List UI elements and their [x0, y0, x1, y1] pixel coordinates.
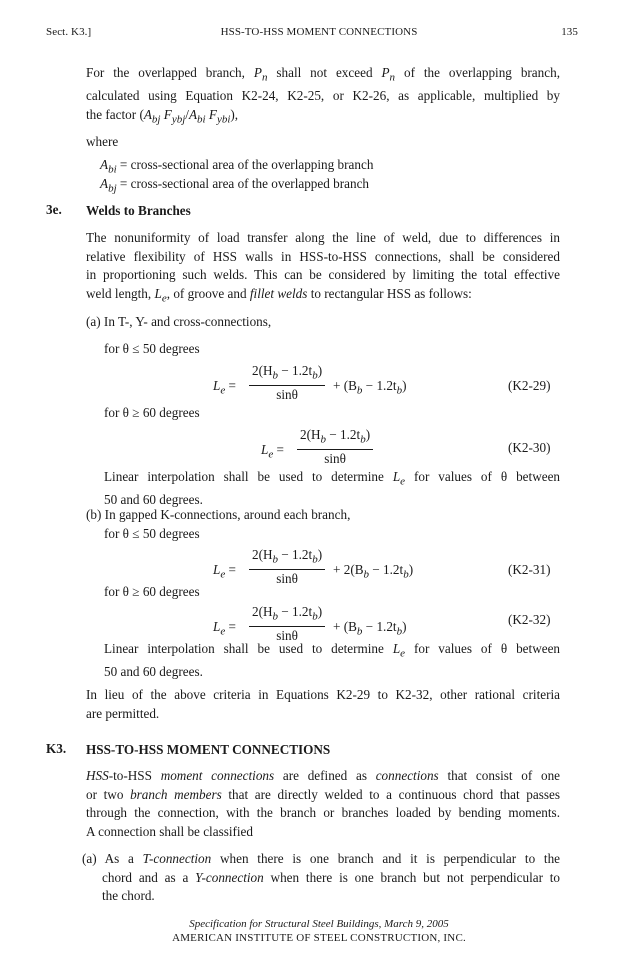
eq-fraction: $\frac{2(H_b - 1.2t_b)}{\sin\theta}$ — [249, 362, 325, 404]
section-3e-title: Welds to Branches — [86, 203, 191, 218]
welds-paragraph: The nonuniformity of load transfer along the line of weld, due to differences in relative flexibility of HSS walls in HSS-to-HSS connections, shall be considered in proportioning such welds. This can be considered by limiting the total effective weld length, $L_e$, of groove and fillet welds to rectangular HSS as follows: — [86, 229, 560, 308]
header-section-ref: Sect. K3.] — [46, 26, 92, 38]
equation-k2-30: $L_e$ = $\frac{2(H_b - 1.2t_b)}{\sin\theta}$ — [261, 426, 401, 468]
condition-theta-le-50-b: for θ ≤ 50 degrees — [104, 526, 200, 541]
eq-rest: + $(B_b - 1.2t_b)$ — [333, 378, 407, 397]
footer-publisher: AMERICAN INSTITUTE OF STEEL CONSTRUCTION, INC. — [172, 932, 466, 944]
overlap-line-2: calculated using Equation K2-24, K2-25, or K2-26, as applicable, multiplied by — [86, 88, 560, 104]
equation-k2-29 — [213, 362, 453, 404]
section-3e-number: 3e. — [46, 202, 62, 217]
k3-item-a: (a) As a T-connection when there is one branch and it is perpendicular to the chord and as a Y-connection when there is one branch but not perpendicular to the chord. — [82, 851, 561, 903]
definition-abi: $A_{bi}$ = cross-sectional area of the overlapping branch — [100, 157, 374, 176]
equation-number-k2-29: (K2-29) — [508, 378, 551, 393]
section-k3-title: HSS-TO-HSS MOMENT CONNECTIONS — [86, 742, 331, 757]
item-a-t-y-cross: (a) In T-, Y- and cross-connections, — [86, 314, 272, 329]
definition-abj: $A_{bj}$ = cross-sectional area of the overlapped branch — [100, 176, 370, 195]
equation-number-k2-30: (K2-30) — [508, 440, 551, 455]
overlap-line-3: the factor ($A_{bj}$ $F_{ybj}/A_{bi}$ $F_{ybi}$), — [86, 106, 239, 126]
item-b-gapped-k: (b) In gapped K-connections, around each branch, — [86, 507, 351, 522]
interpolation-note-b: Linear interpolation shall be used to determine $L_e$ for values of θ between 50 and 60 degrees. — [104, 641, 561, 680]
interpolation-note-a: Linear interpolation shall be used to determine $L_e$ for values of θ between 50 and 60 degrees. — [104, 469, 561, 508]
equation-number-k2-32: (K2-32) — [508, 612, 551, 627]
section-k3-number: K3. — [46, 741, 67, 756]
footer-spec-title: Specification for Structural Steel Buildings, March 9, 2005 — [189, 918, 449, 930]
closing-paragraph: In lieu of the above criteria in Equations K2-29 to K2-32, other rational criteria are permitted. — [86, 687, 560, 721]
condition-theta-le-50: for θ ≤ 50 degrees — [104, 341, 200, 356]
eq-lhs: $L_e$ = — [213, 378, 236, 397]
equation-k2-31: $L_e$ = $\frac{2(H_b - 1.2t_b)}{\sin\theta}$ + $2(B_b - 1.2t_b)$ — [213, 547, 414, 586]
where-label: where — [86, 134, 119, 149]
header-page-number: 135 — [561, 26, 578, 38]
overlap-paragraph — [86, 64, 560, 129]
condition-theta-ge-60: for θ ≥ 60 degrees — [104, 405, 200, 420]
overlap-line-1: For the overlapped branch, $P_n$ shall not exceed $P_n$ of the overlapping branch, — [86, 65, 560, 84]
header-title: HSS-TO-HSS MOMENT CONNECTIONS — [220, 26, 418, 38]
condition-theta-ge-60-b: for θ ≥ 60 degrees — [104, 584, 200, 599]
welds-line-4: weld length, $L_e$, of groove and fillet welds to rectangular HSS as follows: — [86, 285, 472, 305]
equation-k2-32: $L_e$ = $\frac{2(H_b - 1.2t_b)}{\sin\theta}$ + $(B_b - 1.2t_b)$ — [213, 604, 407, 643]
equation-number-k2-31: (K2-31) — [508, 562, 551, 577]
k3-paragraph: HSS-to-HSS moment connections are defined as connections that consist of one or two branch members that are directly welded to a continuous chord that passes through the connection, with the branch or branches loaded by bending moments. A connection shall be classified — [86, 768, 561, 839]
